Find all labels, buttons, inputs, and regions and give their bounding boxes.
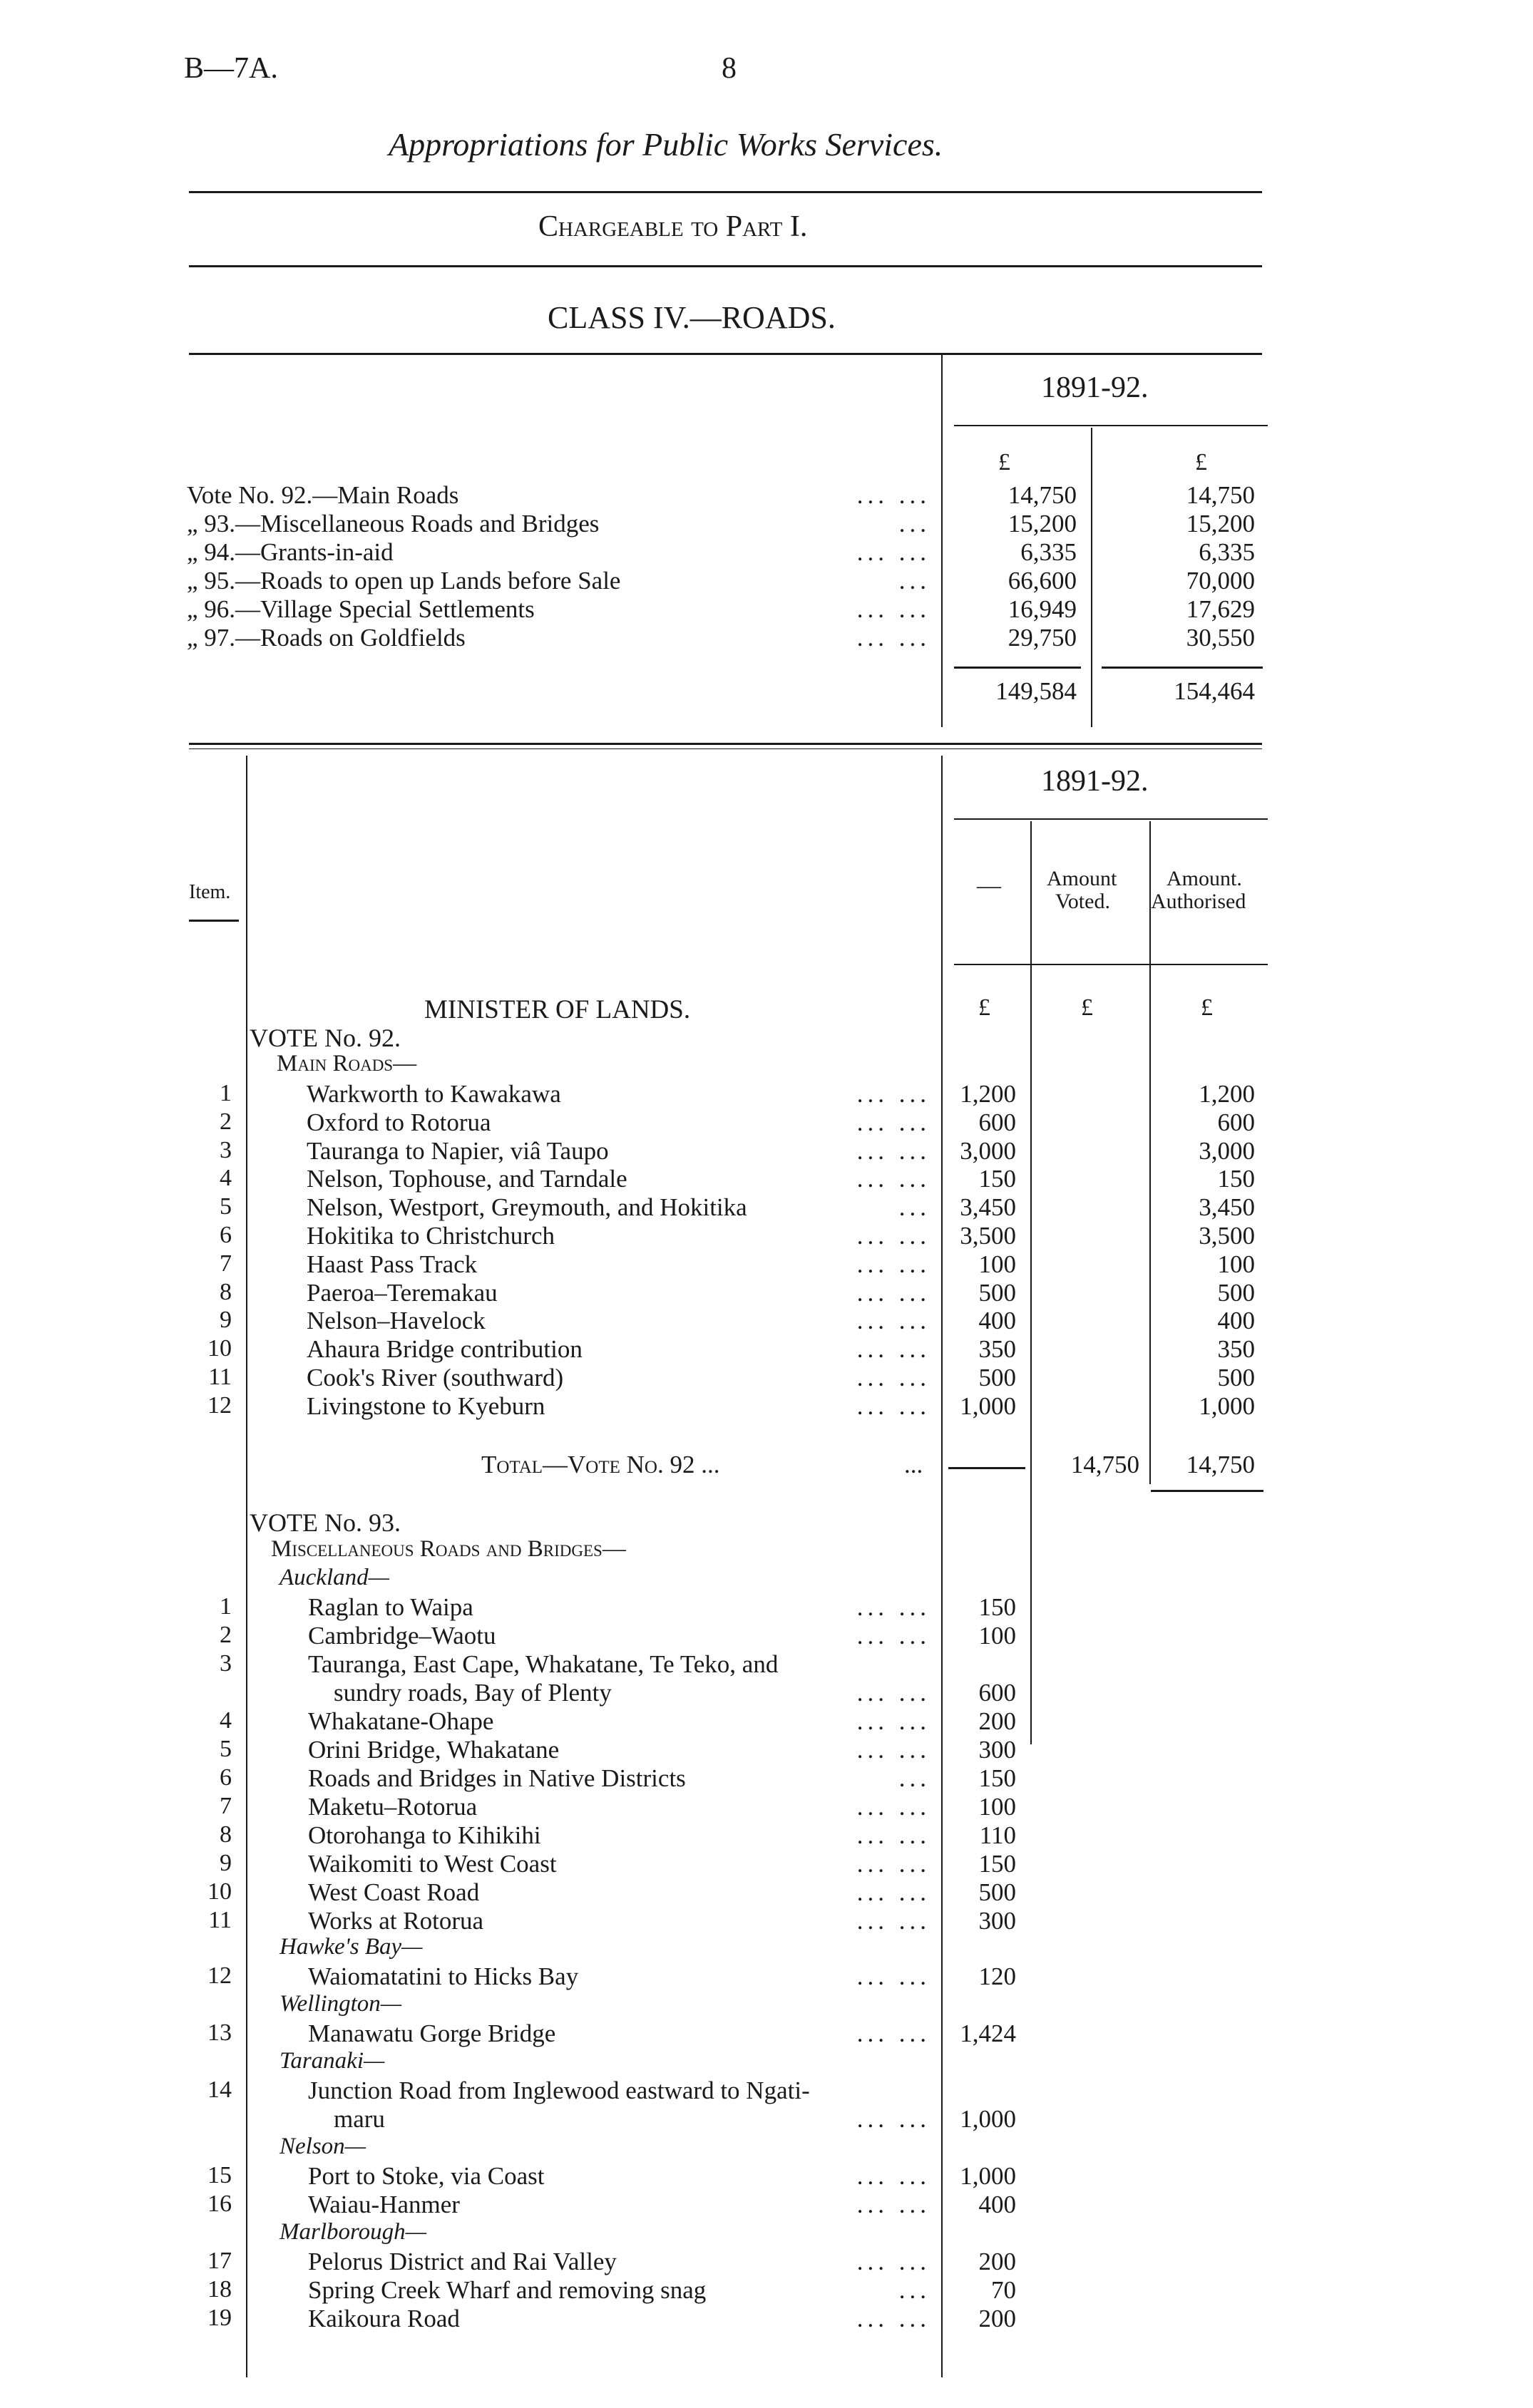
table-row-item-number: 16: [207, 2191, 232, 2217]
summary-row-label: Vote No. 92.—Main Roads: [187, 481, 459, 509]
table-row-amount: 150: [978, 1593, 1016, 1621]
table-row-authorised: 400: [1217, 1307, 1255, 1335]
detail-currency-auth-col: £: [1201, 994, 1213, 1021]
detail-auth-col-divider: [1149, 821, 1151, 1484]
table-row-item-number: 11: [208, 1364, 232, 1390]
summary-row-amount-a: 29,750: [1008, 624, 1077, 652]
col-auth-header-1: Amount.: [1167, 867, 1242, 890]
table-row-authorised: 100: [1217, 1250, 1255, 1278]
page-ref: B—7A.: [184, 52, 278, 85]
table-row-authorised: 500: [1217, 1278, 1255, 1307]
table-row-amount: 500: [978, 1278, 1016, 1307]
table-row-authorised: 3,450: [1199, 1193, 1255, 1222]
table-row-label: Waiau-Hanmer: [308, 2191, 460, 2218]
region-auckland: Auckland—: [280, 1565, 389, 1590]
region-hawkes-bay: Hawke's Bay—: [280, 1934, 423, 1960]
table-row-label: Ahaura Bridge contribution: [307, 1335, 583, 1364]
table-row-label: Tauranga to Napier, viâ Taupo: [307, 1136, 609, 1165]
table-row-amount: 100: [978, 1250, 1016, 1278]
table-row-amount: 600: [978, 1108, 1016, 1136]
table-row-label: Roads and Bridges in Native Districts: [308, 1764, 686, 1792]
vote92-total-label: Total—Vote No. 92 ...: [481, 1451, 720, 1478]
table-row-item-number: 1: [220, 1080, 232, 1106]
vote92-total-auth: 14,750: [1186, 1451, 1255, 1478]
table-row-dots: ... ...: [856, 1707, 930, 1735]
summary-row-amount-b: 30,550: [1186, 624, 1255, 652]
table-row-item-number: 12: [207, 1391, 232, 1419]
table-row-item-number: 2: [220, 1108, 232, 1135]
summary-sum-rule-a: [954, 667, 1081, 669]
table-row-amount: 200: [978, 2305, 1016, 2332]
table-row-dots: ... ...: [856, 1962, 930, 1990]
table-row-dots: ... ...: [856, 1622, 930, 1650]
minister-heading: MINISTER OF LANDS.: [424, 995, 691, 1024]
table-row-amount: 120: [978, 1962, 1016, 1990]
table-row-label: Nelson–Havelock: [307, 1307, 486, 1335]
table-row-label: Tauranga, East Cape, Whakatane, Te Teko, and: [308, 1650, 779, 1678]
table-row-amount: 300: [978, 1907, 1016, 1935]
summary-row-amount-a: 15,200: [1008, 510, 1077, 537]
col-dash-header: —: [977, 873, 1001, 899]
table-row-item-number: 7: [220, 1250, 232, 1277]
table-row-amount: 350: [978, 1335, 1016, 1364]
summary-row-amount-a: 6,335: [1020, 538, 1077, 566]
region-nelson: Nelson—: [280, 2134, 366, 2159]
col-auth-header-2: Authorised: [1151, 890, 1246, 913]
table-row-authorised: 1,200: [1199, 1080, 1255, 1108]
table-row-dots: ... ...: [856, 1593, 930, 1621]
table-row-item-number: 11: [208, 1907, 232, 1933]
table-row-dots: ...: [898, 1193, 930, 1222]
table-row-label: Nelson, Tophouse, and Tarndale: [307, 1165, 627, 1193]
summary-row-dots: ... ...: [856, 481, 930, 509]
table-row-label: Livingstone to Kyeburn: [307, 1391, 545, 1420]
table-row-amount: 400: [978, 1307, 1016, 1335]
detail-item-col-divider: [246, 756, 247, 2377]
summary-row-amount-b: 70,000: [1186, 567, 1255, 595]
table-row-amount: 1,000: [960, 1391, 1016, 1420]
table-row-dots: ...: [898, 2276, 930, 2304]
table-row-authorised: 150: [1217, 1165, 1255, 1193]
table-row-item-number: 12: [207, 1962, 232, 1989]
table-row-dots: ... ...: [856, 1793, 930, 1821]
summary-inner-divider: [1091, 428, 1092, 727]
table-row-dots: ... ...: [856, 2305, 930, 2332]
table-row-amount: 3,000: [960, 1136, 1016, 1165]
region-taranaki: Taranaki—: [280, 2048, 385, 2074]
table-row-item-number: 3: [220, 1136, 232, 1163]
table-row-dots: ... ...: [856, 1364, 930, 1391]
col-item-underline: [189, 920, 239, 922]
table-row-label: Manawatu Gorge Bridge: [308, 2019, 556, 2047]
table-row-amount: 3,500: [960, 1222, 1016, 1250]
chargeable-heading: Chargeable to Part I.: [538, 210, 808, 243]
table-row-label: Port to Stoke, via Coast: [308, 2162, 545, 2190]
detail-header-rule: [954, 964, 1268, 965]
summary-row-label: „ 96.—Village Special Settlements: [187, 595, 535, 623]
summary-row-amount-a: 66,600: [1008, 567, 1077, 595]
table-row-label: Works at Rotorua: [308, 1907, 484, 1935]
vote92-total-dots: ...: [904, 1451, 923, 1478]
summary-row-amount-b: 17,629: [1186, 595, 1255, 623]
summary-year-rule: [954, 425, 1268, 426]
table-row-amount: 200: [978, 2248, 1016, 2275]
col-voted-header-2: Voted.: [1055, 890, 1110, 913]
table-row-amount: 200: [978, 1707, 1016, 1735]
table-row-dots: ... ...: [856, 1222, 930, 1250]
table-row-authorised: 500: [1217, 1364, 1255, 1391]
table-row-label: Oxford to Rotorua: [307, 1108, 491, 1136]
table-row-authorised: 1,000: [1199, 1391, 1255, 1420]
table-row-label: Otorohanga to Kihikihi: [308, 1821, 541, 1849]
table-row-amount: 600: [978, 1679, 1016, 1707]
table-row-dots: ... ...: [856, 2162, 930, 2190]
chargeable-rule: [189, 265, 1262, 267]
table-row-item-number: 10: [207, 1335, 232, 1362]
detail-voted-col-divider: [1030, 821, 1032, 1744]
summary-row-label: „ 97.—Roads on Goldfields: [187, 624, 466, 652]
table-row-item-number: 14: [207, 2077, 232, 2103]
summary-row-dots: ... ...: [856, 624, 930, 652]
table-row-label: Orini Bridge, Whakatane: [308, 1736, 560, 1764]
title-rule: [189, 191, 1262, 193]
table-row-dots: ... ...: [856, 1907, 930, 1935]
table-row-item-number: 8: [220, 1278, 232, 1305]
table-row-label: Pelorus District and Rai Valley: [308, 2248, 617, 2275]
summary-row-amount-b: 15,200: [1186, 510, 1255, 537]
detail-currency-dash-col: £: [978, 994, 990, 1021]
detail-currency-voted-col: £: [1081, 994, 1093, 1021]
table-row-dots: ... ...: [856, 2191, 930, 2218]
table-row-item-number: 9: [220, 1307, 232, 1334]
table-row-item-number: 17: [207, 2248, 232, 2274]
vote93-heading: VOTE No. 93.: [250, 1508, 401, 1537]
table-row-amount: 1,000: [960, 2162, 1016, 2190]
table-row-label-continued: maru: [334, 2105, 385, 2133]
table-row-authorised: 3,000: [1199, 1136, 1255, 1165]
detail-year-rule: [954, 818, 1268, 820]
region-wellington: Wellington—: [280, 1991, 402, 2017]
summary-row-amount-b: 14,750: [1186, 481, 1255, 509]
table-row-label: West Coast Road: [308, 1878, 480, 1906]
table-row-label: Raglan to Waipa: [308, 1593, 473, 1621]
table-row-label: Cook's River (southward): [307, 1364, 564, 1391]
table-row-dots: ... ...: [856, 2105, 930, 2133]
section-rule: [189, 743, 1262, 745]
table-row-amount: 500: [978, 1878, 1016, 1906]
table-row-amount: 100: [978, 1793, 1016, 1821]
page-number: 8: [722, 52, 737, 85]
table-row-item-number: 13: [207, 2019, 232, 2046]
table-row-amount: 150: [978, 1165, 1016, 1193]
table-row-item-number: 7: [220, 1793, 232, 1819]
table-row-amount: 400: [978, 2191, 1016, 2218]
table-row-dots: ... ...: [856, 2248, 930, 2275]
vote92-total-voted: 14,750: [1070, 1451, 1139, 1478]
table-row-item-number: 4: [220, 1165, 232, 1192]
table-row-label: Whakatane-Ohape: [308, 1707, 494, 1735]
table-row-dots: ... ...: [856, 1335, 930, 1364]
table-row-item-number: 1: [220, 1593, 232, 1620]
table-row-item-number: 5: [220, 1193, 232, 1220]
table-row-label-continued: sundry roads, Bay of Plenty: [334, 1679, 612, 1707]
table-row-item-number: 18: [207, 2276, 232, 2302]
table-row-label: Waikomiti to West Coast: [308, 1850, 557, 1878]
region-marlborough: Marlborough—: [280, 2219, 426, 2245]
summary-row-label: „ 94.—Grants-in-aid: [187, 538, 394, 566]
table-row-label: Haast Pass Track: [307, 1250, 478, 1278]
table-row-amount: 1,000: [960, 2105, 1016, 2133]
table-row-item-number: 8: [220, 1821, 232, 1848]
page-title: Appropriations for Public Works Services.: [389, 126, 943, 163]
table-row-label: Nelson, Westport, Greymouth, and Hokitika: [307, 1193, 747, 1222]
table-row-label: Kaikoura Road: [308, 2305, 460, 2332]
table-row-label: Warkworth to Kawakawa: [307, 1080, 561, 1108]
col-item-header: Item.: [189, 881, 231, 903]
table-row-authorised: 3,500: [1199, 1222, 1255, 1250]
detail-year: 1891-92.: [1041, 765, 1149, 798]
table-row-dots: ... ...: [856, 1878, 930, 1906]
table-row-authorised: 600: [1217, 1108, 1255, 1136]
detail-label-col-divider: [941, 756, 943, 2377]
table-row-dots: ... ...: [856, 1165, 930, 1193]
summary-year: 1891-92.: [1041, 371, 1149, 404]
table-row-dots: ... ...: [856, 1250, 930, 1278]
table-row-dots: ... ...: [856, 1821, 930, 1849]
table-row-amount: 110: [979, 1821, 1016, 1849]
table-row-amount: 100: [978, 1622, 1016, 1650]
table-row-item-number: 6: [220, 1222, 232, 1248]
table-row-dots: ... ...: [856, 1736, 930, 1764]
table-row-amount: 300: [978, 1736, 1016, 1764]
summary-row-dots: ...: [898, 567, 930, 595]
vote92-subheading: Main Roads—: [277, 1051, 417, 1076]
table-row-dots: ... ...: [856, 1391, 930, 1420]
summary-row-dots: ... ...: [856, 538, 930, 566]
col-voted-header-1: Amount: [1047, 867, 1117, 890]
table-row-item-number: 10: [207, 1878, 232, 1905]
table-row-item-number: 6: [220, 1764, 232, 1791]
table-row-amount: 1,424: [960, 2019, 1016, 2047]
class-rule: [189, 353, 1262, 355]
table-row-label: Cambridge–Waotu: [308, 1622, 496, 1650]
summary-row-dots: ... ...: [856, 595, 930, 623]
table-row-dots: ... ...: [856, 2019, 930, 2047]
summary-row-amount-a: 14,750: [1008, 481, 1077, 509]
table-row-dots: ... ...: [856, 1108, 930, 1136]
table-row-item-number: 19: [207, 2305, 232, 2331]
summary-row-dots: ...: [898, 510, 930, 537]
summary-row-label: „ 93.—Miscellaneous Roads and Bridges: [187, 510, 600, 537]
class-heading: CLASS IV.—ROADS.: [548, 300, 836, 335]
table-row-item-number: 4: [220, 1707, 232, 1734]
vote93-subheading: Miscellaneous Roads and Bridges—: [271, 1536, 626, 1562]
summary-currency-a: £: [998, 449, 1010, 475]
table-row-amount: 3,450: [960, 1193, 1016, 1222]
table-row-label: Hokitika to Christchurch: [307, 1222, 555, 1250]
table-row-item-number: 3: [220, 1650, 232, 1677]
table-row-item-number: 5: [220, 1736, 232, 1762]
summary-currency-b: £: [1195, 449, 1207, 475]
table-row-label: Junction Road from Inglewood eastward to Ngati-: [308, 2077, 810, 2104]
table-row-amount: 70: [991, 2276, 1016, 2304]
vote92-total-underline: [1151, 1490, 1263, 1492]
table-row-authorised: 350: [1217, 1335, 1255, 1364]
summary-total-a: 149,584: [995, 677, 1077, 705]
table-row-amount: 1,200: [960, 1080, 1016, 1108]
table-row-item-number: 2: [220, 1622, 232, 1648]
table-row-amount: 500: [978, 1364, 1016, 1391]
vote92-total-rule-dash: [948, 1467, 1025, 1469]
table-row-dots: ... ...: [856, 1080, 930, 1108]
summary-sum-rule-b: [1102, 667, 1263, 669]
table-row-dots: ... ...: [856, 1278, 930, 1307]
summary-row-amount-a: 16,949: [1008, 595, 1077, 623]
table-row-dots: ... ...: [856, 1136, 930, 1165]
table-row-label: Paeroa–Teremakau: [307, 1278, 498, 1307]
summary-col-divider: [941, 353, 943, 727]
table-row-label: Spring Creek Wharf and removing snag: [308, 2276, 707, 2304]
section-rule-thin: [189, 748, 1262, 749]
table-row-item-number: 15: [207, 2162, 232, 2188]
summary-row-label: „ 95.—Roads to open up Lands before Sale: [187, 567, 621, 595]
summary-row-amount-b: 6,335: [1199, 538, 1255, 566]
table-row-dots: ... ...: [856, 1850, 930, 1878]
table-row-dots: ... ...: [856, 1307, 930, 1335]
table-row-amount: 150: [978, 1850, 1016, 1878]
table-row-amount: 150: [978, 1764, 1016, 1792]
table-row-item-number: 9: [220, 1850, 232, 1876]
table-row-dots: ...: [898, 1764, 930, 1792]
table-row-label: Maketu–Rotorua: [308, 1793, 478, 1821]
table-row-dots: ... ...: [856, 1679, 930, 1707]
vote92-heading: VOTE No. 92.: [250, 1024, 401, 1052]
summary-total-b: 154,464: [1174, 677, 1255, 705]
table-row-label: Waiomatatini to Hicks Bay: [308, 1962, 579, 1990]
